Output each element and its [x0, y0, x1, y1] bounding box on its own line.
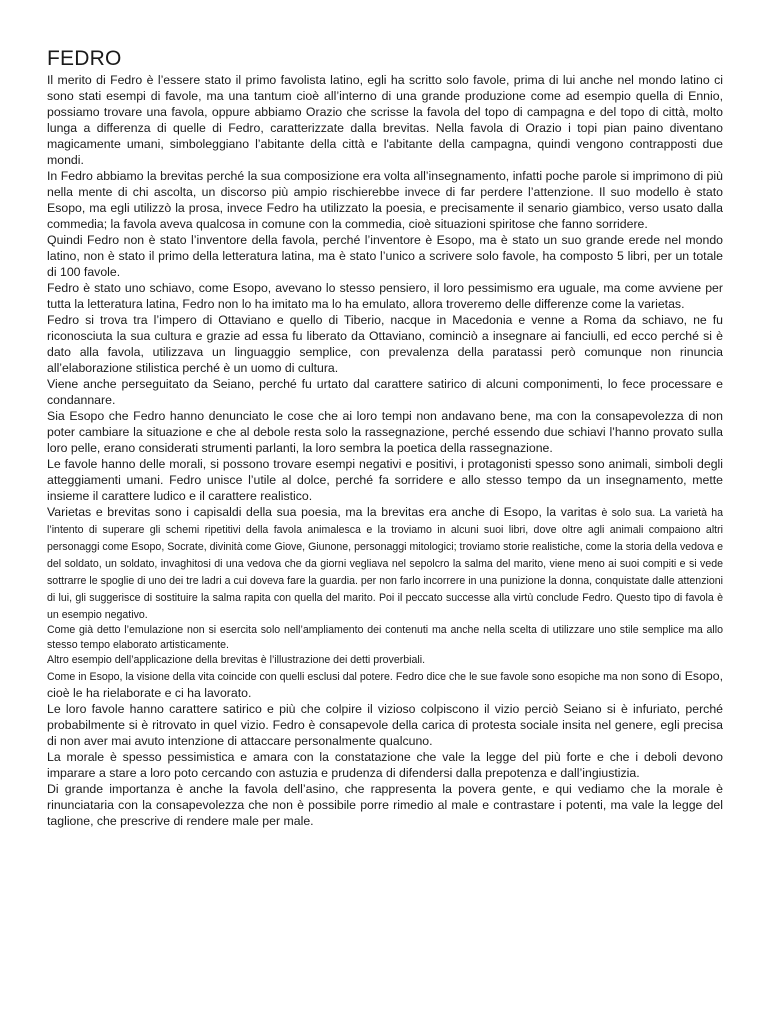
paragraph-2: In Fedro abbiamo la brevitas perché la sua composizione era volta all’insegnamento, infatti poche parole si imprimono di più nella mente di chi ascolta, un discorso più ampio rischierebbe invece di far perdere l’attenzione. Il suo modello è stato Esopo, ma egli utilizzò la prosa, invece Fedro ha utilizzato la poesia, e precisamente il senario giambico, verso usato dalla commedia; la favola aveva qualcosa in comune con la commedia, cioè situazioni spiritose che fanno sorridere. [47, 169, 723, 231]
paragraph-8: Le favole hanno delle morali, si possono trovare esempi negativi e positivi, i protagonisti spesso sono animali, simboli degli atteggiamenti umani. Fedro unisce l’utile al dolce, perché fa sorridere e allo stesso tempo da un insegnamento, mette insieme il carattere ludico e il carattere realistico. [47, 457, 723, 503]
paragraph-satira: Le loro favole hanno carattere satirico e più che colpire il vizioso colpiscono il vizio perciò Seiano si è infuriato, perché probabilmente si è ritrovato in quel vizio. Fedro è consapevole della carica di protesta sociale insita nel genere, egli precisa di non aver mai avuto intenzione di attaccare personalmente qualcuno. [47, 702, 723, 748]
paragraph-4: Fedro è stato uno schiavo, come Esopo, avevano lo stesso pensiero, il loro pessimismo era uguale, ma come avviene per tutta la letteratura latina, Fedro non lo ha imitato ma lo ha emulato, allora troveremo delle differenze come la varietas. [47, 281, 723, 311]
paragraph-3: Quindi Fedro non è stato l’inventore della favola, perché l’inventore è Esopo, ma è stato un suo grande erede nel mondo latino, non è stato il primo della letteratura latina, ma è stato l’unico a scrivere solo favole, ha composto 5 libri, per un totale di 100 favole. [47, 233, 723, 279]
varietas-small-text: è solo sua. La varietà ha l’intento di superare gli schemi ripetitivi della favola animalesca e la troviamo in alcuni suoi libri, dove oltre agli animali compaiono altri personaggi come Esopo, Socrate, divinità come Giove, Giunone, personaggi mitologici; troviamo storie realistiche, come la storia della vedova e del soldato, un soldato, invaghitosi di una vedova che da giorni vegliava nel sepolcro la salma del marito, viene meno ai suoi compiti e si vede sottrarre le spoglie di uno dei tre ladri a cui doveva fare la guardia. per non farlo incorrere in una punizione la donna, conquistate dalle attenzioni di lui, gli suggerisce di sostituire la salma rapita con quella del marito. Poi il peccato successe alla virtù conclude Fedro. Questo tipo di favola è un esempio negativo. [47, 507, 723, 621]
paragraph-varietas [47, 504, 723, 623]
paragraph-5: Fedro si trova tra l’impero di Ottaviano e quello di Tiberio, nacque in Macedonia e venne a Roma da schiavo, ne fu riconosciuta la sua cultura e grazie ad essa fu liberato da Ottaviano, cominciò a insegnare ai fanciulli, ed ecco perché si è dato alla favola, utilizzava un linguaggio semplice, con prevalenza della paratassi però comunque non rinuncia all’elaborazione stilistica perché è un uomo di cultura. [47, 313, 723, 375]
paragraph-1: Il merito di Fedro è l’essere stato il primo favolista latino, egli ha scritto solo favole, prima di lui anche nel mondo latino ci sono stati esempi di favole, ma una tantum cioè all’interno di una grande produzione come ad esempio quella di Ennio, possiamo trovare una favola, oppure abbiamo Orazio che scrisse la favola del topo di campagna e del topo di città, molto lunga a differenza di quelle di Fedro, caratterizzate dalla brevitas. Nella favola di Orazio i topi pian paino diventano magicamente umani, simboleggiano l’abitante della città e l'abitante della campagna, quindi vengono contrapposti due mondi. [47, 73, 723, 167]
paragraph-morale: La morale è spesso pessimistica e amara con la constatazione che vale la legge del più forte e che i deboli devono imparare a stare a loro poto cercando con astuzia e prudenza di difendersi dalla prepotenza e dall’ingiustizia. [47, 750, 723, 780]
paragraph-asino: Di grande importanza è anche la favola dell’asino, che rappresenta la povera gente, e qui vediamo che la morale è rinunciataria con la consapevolezza che non è possibile porre rimedio al male e contrastare i potenti, ma vale la legge del taglione, che prescrive di rendere male per male. [47, 782, 723, 828]
esopo-small-text: Come in Esopo, la visione della vita coincide con quelli esclusi dal potere. Fedro dice che le sue favole sono esopiche ma non [47, 671, 642, 683]
paragraph-7: Sia Esopo che Fedro hanno denunciato le cose che ai loro tempi non andavano bene, ma con la consapevolezza di non poter cambiare la situazione e che al debole resta solo la rassegnazione, perché essendo due schiavi l’hanno provato sulla loro pelle, erano considerati strumenti parlanti, la loro sembra la poetica della rassegnazione. [47, 409, 723, 455]
varietas-large-text: Varietas e brevitas sono i capisaldi della sua poesia, ma la brevitas era anche di Esopo, la varitas [47, 505, 602, 519]
esopo-large-text: sono di Esopo, cioè le ha rielaborate e ci ha lavorato. [47, 669, 723, 700]
paragraph-proverbi: Altro esempio dell’applicazione della brevitas è l’illustrazione dei detti proverbiali. [47, 654, 426, 666]
paragraph-emulazione: Come già detto l’emulazione non si esercita solo nell’ampliamento dei contenuti ma anche nella scelta di utilizzare uno stile semplice ma allo stesso tempo elaborato artisticamente. [47, 624, 723, 651]
document-title: FEDRO [47, 47, 122, 70]
paragraph-6: Viene anche perseguitato da Seiano, perché fu urtato dal carattere satirico di alcuni componimenti, lo fece processare e condannare. [47, 377, 723, 407]
document-page [47, 46, 723, 829]
paragraph-esopo [47, 668, 723, 701]
